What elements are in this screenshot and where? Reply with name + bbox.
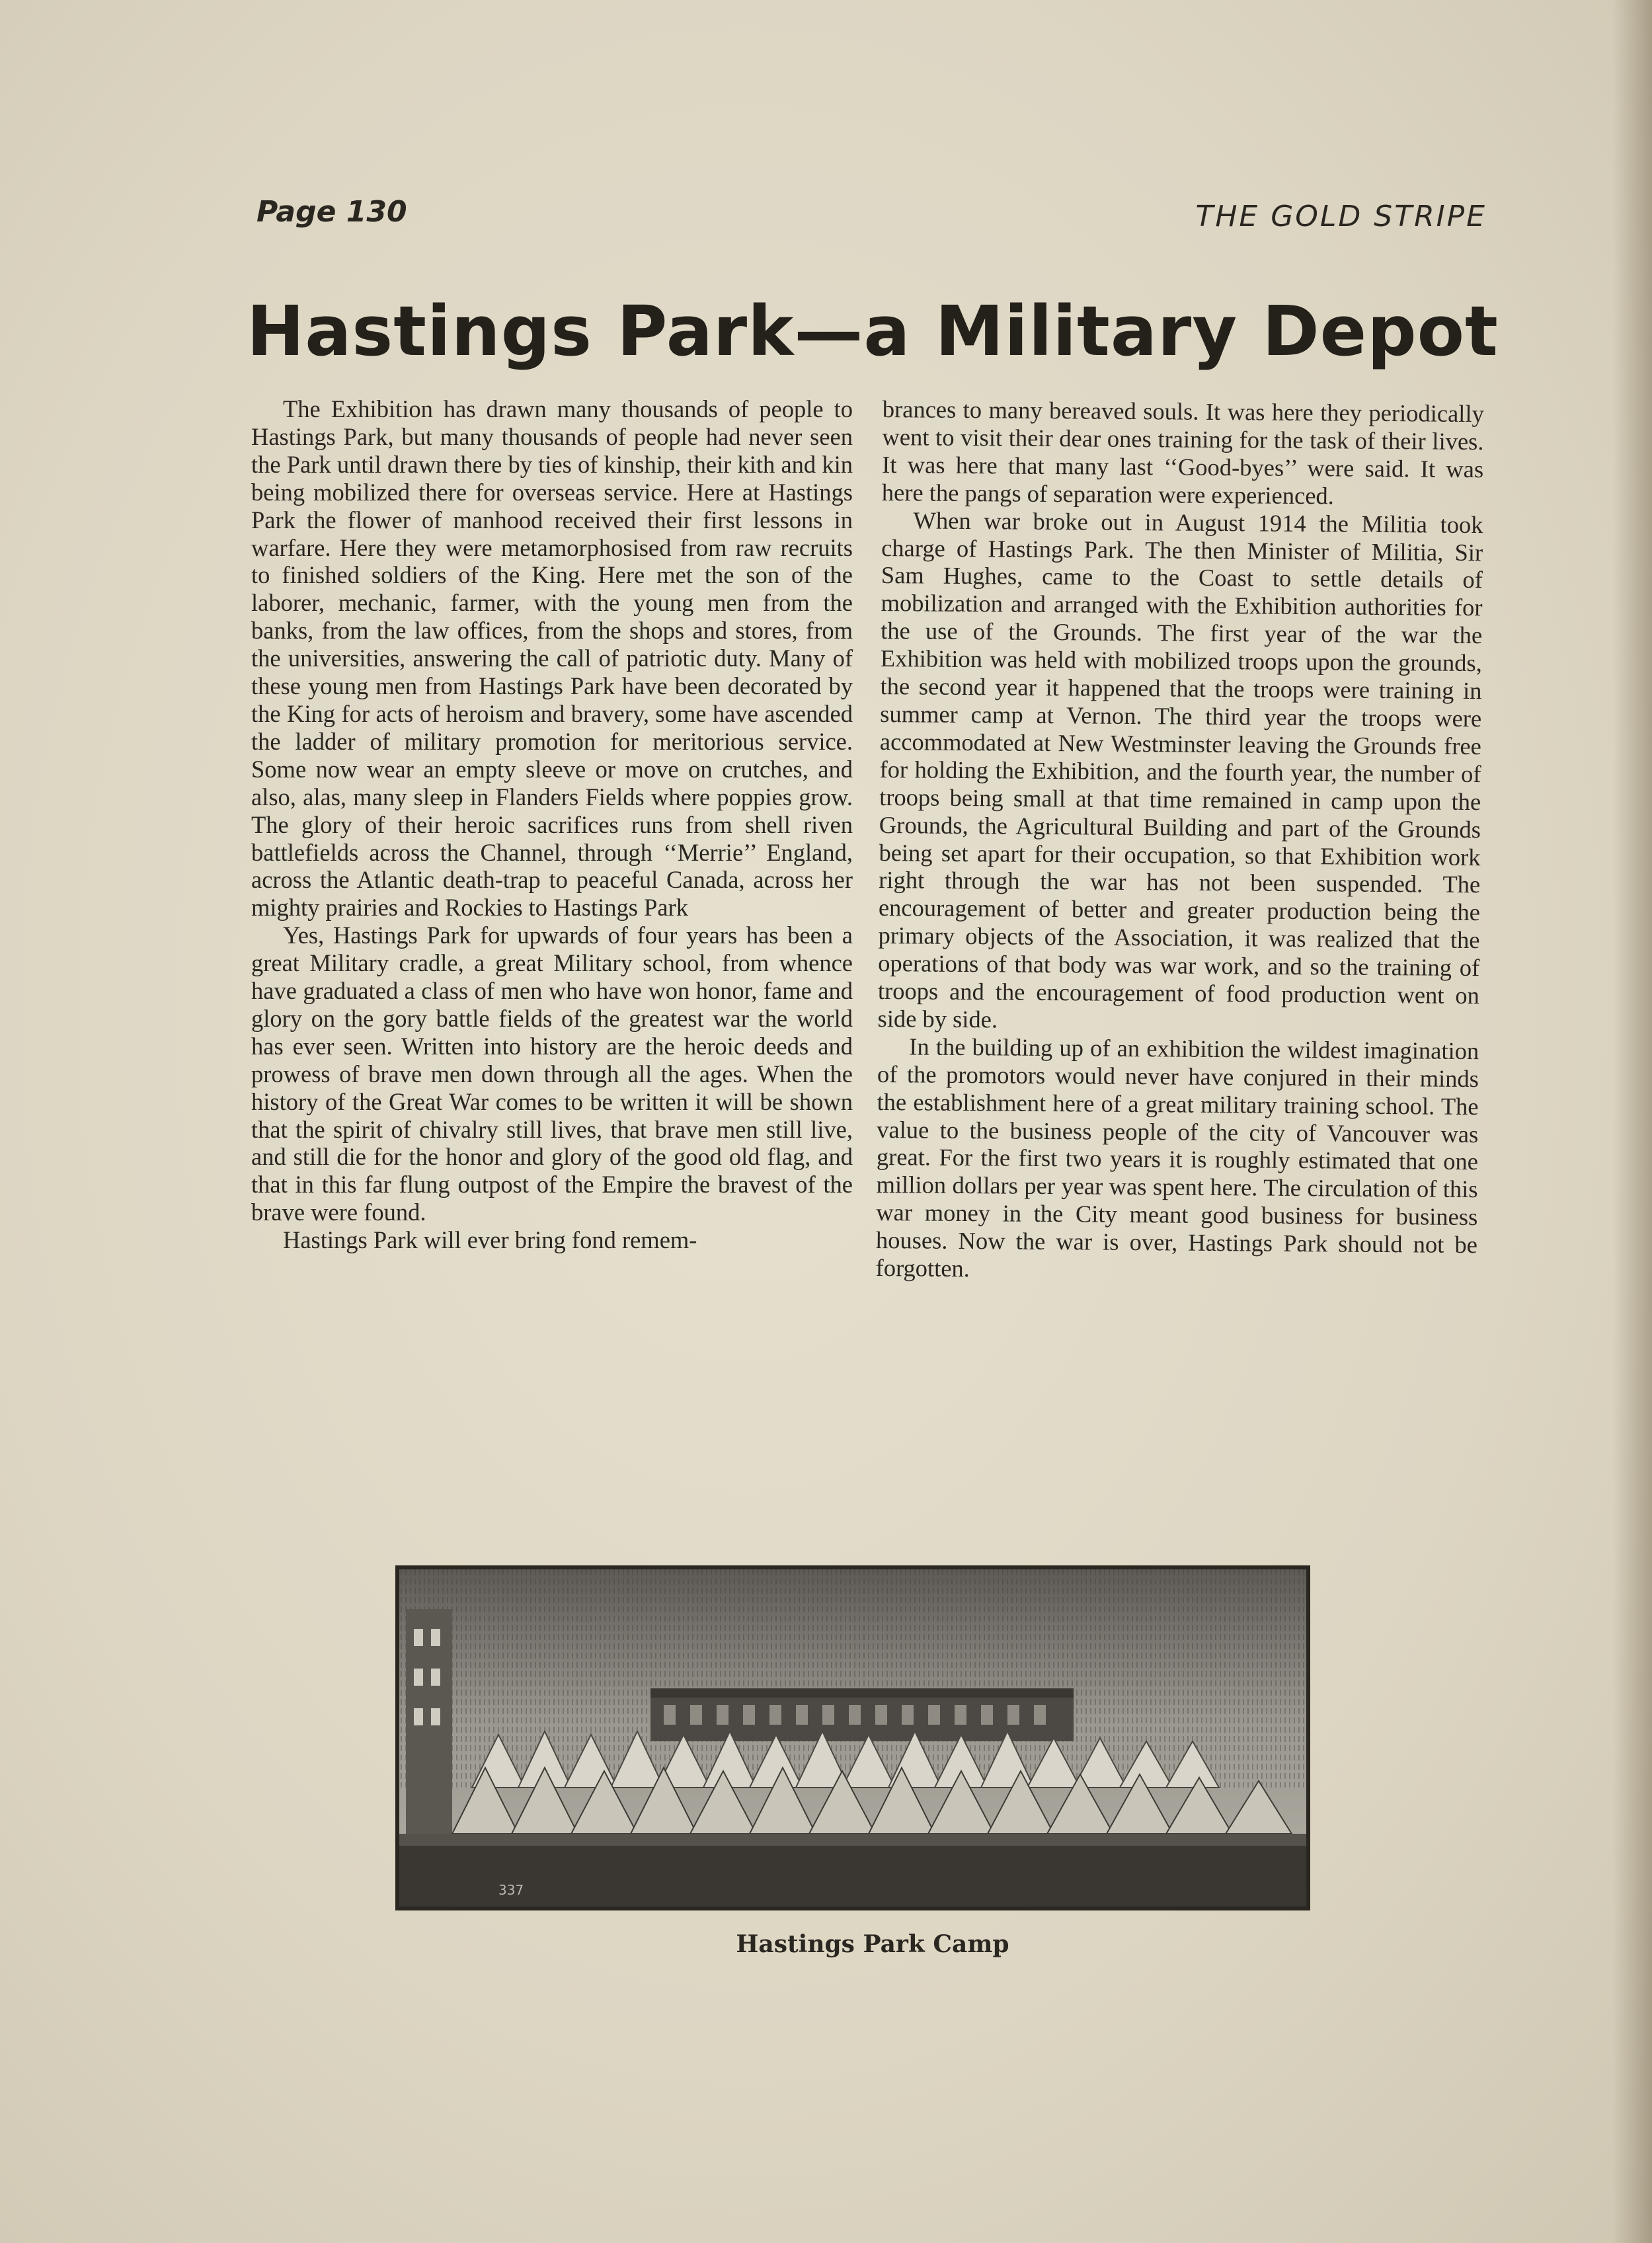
camp-photograph [395, 1565, 1310, 1910]
paragraph: When war broke out in August 1914 the Militia took charge of Hastings Park. The then Minister of Militia, Sir Sam Hughes, came to the Coast to settle details of mobilization and arranged with the Exhibition authorities for the use of the Grounds. The first year of the war the Exhibition was held with mobilized troops upon the grounds, the second year it happened that the troops were training in summer camp at Vernon. The third year the troops were accommodated at New Westminster leaving the Grounds free for holding the Exhibition, and the fourth year, the number of troops being small at that time remained in camp upon the Grounds, the Agricultural Building and part of the Grounds being set apart for their occupation, so that Exhibition work right through the war has not been suspended. The encouragement of better and greater production being the primary objects of the Association, it was realized that the operations of that body was war work, and so the training of troops and the encouragement of food production went on side by side. [877, 506, 1483, 1033]
article-column-right [875, 395, 1484, 1286]
photo-caption: Hastings Park Camp [736, 1930, 1009, 1958]
paragraph: Hastings Park will ever bring fond remem- [283, 1226, 697, 1254]
paragraph-continuation: brances to many bereaved souls. It was here they periodically went to visit their dear ones training for the task of their lives. It was here that many last ‘‘Good-byes’’ were said. It was here the pangs of separation were experienced. [881, 395, 1484, 510]
paragraph: The Exhibition has drawn many thousands of people to Hastings Park, but many thousands of people had never seen the Park until drawn there by ties of kinship, their kith and kin being mobilized there for overseas service. Here at Hastings Park the flower of manhood received their first lessons in warfare. Here they were metamorphosised from raw recruits to finished soldiers of the King. Here met the son of the laborer, mechanic, farmer, with the young men from the banks, from the law offices, from the shops and stores, from the universities, answering the call of patriotic duty. Many of these young men from Hastings Park have been decorated by the King for acts of heroism and bravery, some have ascended the ladder of military promotion for meritorious service. Some now wear an empty sleeve or move on crutches, and also, alas, many sleep in Flanders Fields where poppies grow. The glory of their heroic sacrifices runs from shell riven battlefields across the Channel, through ‘‘Merrie’’ England, across the Atlantic death-trap to peaceful Canada, across her mighty prairies and Rockies to Hastings Park [251, 395, 853, 922]
camp-photo-image [399, 1569, 1306, 1907]
plate-number: 337 [498, 1882, 524, 1898]
article-column-left [251, 395, 853, 1254]
paragraph: In the building up of an exhibition the wildest imagination of the promotors would never have conjured in their minds the establishment here of a great military training school. The value to the business people of the city of Vancouver was great. For the first two years it is roughly estimated that one million dollars per year was spent here. The circulation of this war money in the City meant good business for business houses. Now the war is over, Hastings Park should not be forgotten. [875, 1033, 1479, 1282]
publication-name: THE GOLD STRIPE [1195, 200, 1487, 233]
article-title: Hastings Park—a Military Depot [247, 291, 1499, 372]
paragraph: Yes, Hastings Park for upwards of four years has been a great Military cradle, a great Military school, from whence have graduated a class of men who have won honor, fame and glory on the gory battle fields of the greatest war the world has ever seen. Written into history are the heroic deeds and prowess of brave men down through all the ages. When the history of the Great War comes to be written it will be shown that the spirit of chivalry still lives, that brave men still live, and still die for the honor and glory of the good old flag, and that in this far flung outpost of the Empire the bravest of the brave were found. [251, 922, 853, 1226]
page-number: Page 130 [256, 195, 407, 229]
